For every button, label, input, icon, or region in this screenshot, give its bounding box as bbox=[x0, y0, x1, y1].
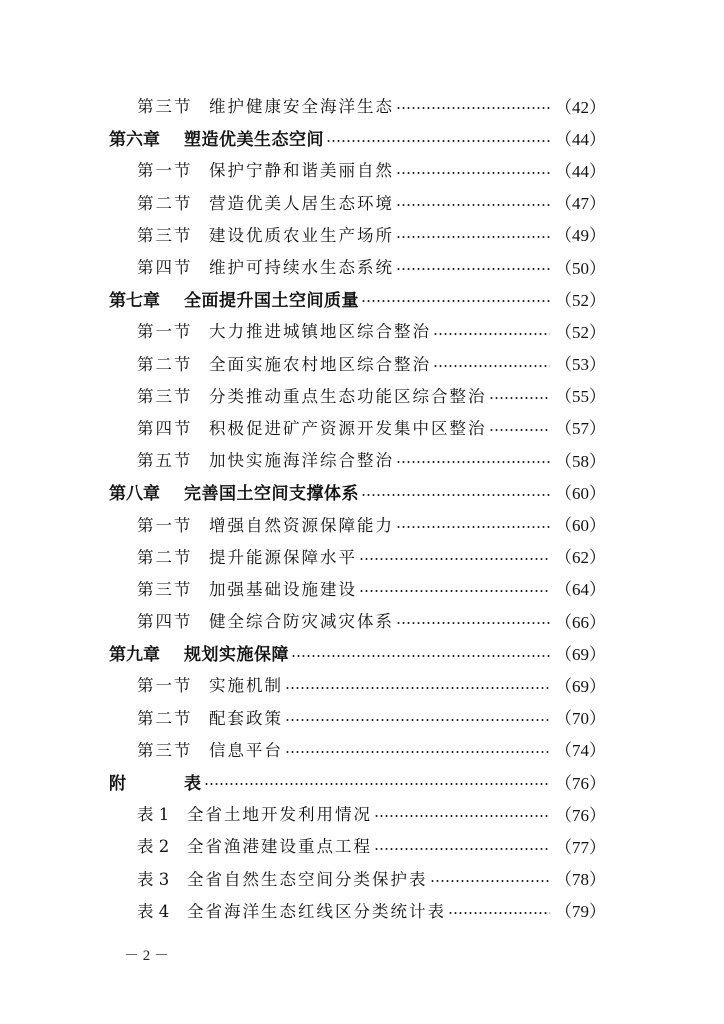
toc-entry-number: 第一节 bbox=[137, 322, 193, 342]
toc-entry-page: （69） bbox=[551, 636, 606, 668]
toc-entry-number: 第三节 bbox=[137, 97, 193, 117]
toc-entry-title: 加强基础设施建设 bbox=[209, 579, 357, 599]
toc-leader-dots bbox=[285, 708, 550, 725]
toc-entry-page: （58） bbox=[551, 443, 606, 475]
toc-entry-title: 塑造优美生态空间 bbox=[184, 129, 324, 150]
toc-entry-title: 健全综合防灾减灾体系 bbox=[209, 612, 394, 632]
toc-entry-title: 全省海洋生态红线区分类统计表 bbox=[187, 901, 446, 921]
toc-entry-number: 第二节 bbox=[137, 354, 193, 374]
toc-entry-number: 第三节 bbox=[137, 740, 193, 760]
toc-section-entry[interactable] bbox=[0, 733, 724, 765]
toc-entry-title: 全面实施农村地区综合整治 bbox=[209, 354, 431, 374]
toc-entry-number: 第六章 bbox=[109, 129, 160, 150]
toc-entry-page: （57） bbox=[551, 411, 606, 443]
toc-leader-dots bbox=[285, 676, 550, 693]
toc-entry-page: （52） bbox=[551, 314, 606, 346]
toc-entry-title: 配套政策 bbox=[209, 708, 283, 728]
toc-leader-dots bbox=[326, 129, 550, 146]
toc-leader-dots bbox=[291, 644, 550, 661]
toc-leader-dots bbox=[359, 547, 550, 564]
toc-section-entry[interactable] bbox=[0, 347, 724, 379]
toc-section-entry[interactable] bbox=[0, 604, 724, 636]
toc-entry-title: 维护可持续水生态系统 bbox=[209, 258, 394, 278]
toc-entry-number: 表 1 bbox=[137, 805, 170, 825]
toc-table-entry[interactable] bbox=[0, 894, 724, 926]
toc-leader-dots bbox=[396, 612, 550, 629]
toc-section-entry[interactable] bbox=[0, 314, 724, 346]
toc-entry-title: 表 bbox=[184, 773, 202, 794]
toc-entry-number: 第五节 bbox=[137, 451, 193, 471]
toc-entry-title: 营造优美人居生态环境 bbox=[209, 193, 394, 213]
toc-section-entry[interactable] bbox=[0, 572, 724, 604]
toc-leader-dots bbox=[204, 773, 551, 790]
toc-entry-page: （60） bbox=[551, 507, 606, 539]
toc-leader-dots bbox=[433, 322, 550, 339]
toc-leader-dots bbox=[396, 451, 550, 468]
toc-chapter-entry[interactable] bbox=[0, 765, 724, 797]
toc-entry-title: 实施机制 bbox=[209, 676, 283, 696]
toc-entry-number: 第一节 bbox=[137, 515, 193, 535]
toc-section-entry[interactable] bbox=[0, 540, 724, 572]
toc-entry-title: 全省土地开发利用情况 bbox=[187, 805, 372, 825]
toc-entry-number: 附 bbox=[109, 773, 126, 794]
toc-table-entry[interactable] bbox=[0, 862, 724, 894]
toc-chapter-entry[interactable] bbox=[0, 121, 724, 153]
toc-leader-dots bbox=[396, 97, 550, 114]
toc-entry-page: （62） bbox=[551, 540, 606, 572]
toc-entry-title: 增强自然资源保障能力 bbox=[209, 515, 394, 535]
page-number: － 2 － bbox=[124, 948, 170, 964]
toc-leader-dots bbox=[489, 419, 551, 436]
toc-entry-page: （52） bbox=[551, 282, 606, 314]
toc-entry-title: 全省渔港建设重点工程 bbox=[187, 837, 372, 857]
toc-leader-dots bbox=[448, 902, 550, 919]
toc-chapter-entry[interactable] bbox=[0, 282, 724, 314]
toc-leader-dots bbox=[361, 483, 550, 500]
toc-entry-page: （66） bbox=[551, 604, 606, 636]
toc-entry-title: 规划实施保障 bbox=[184, 644, 289, 665]
toc-section-entry[interactable] bbox=[0, 153, 724, 185]
toc-leader-dots bbox=[285, 741, 550, 758]
toc-leader-dots bbox=[430, 869, 551, 886]
toc-leader-dots bbox=[433, 354, 550, 371]
toc-entry-title: 加快实施海洋综合整治 bbox=[209, 451, 394, 471]
toc-entry-page: （79） bbox=[551, 894, 606, 926]
toc-section-entry[interactable] bbox=[0, 411, 724, 443]
toc-entry-page: （74） bbox=[551, 733, 606, 765]
toc-entry-number: 第二节 bbox=[137, 708, 193, 728]
toc-entry-number: 第二节 bbox=[137, 547, 193, 567]
toc-entry-page: （76） bbox=[551, 797, 606, 829]
toc-chapter-entry[interactable] bbox=[0, 636, 724, 668]
toc-section-entry[interactable] bbox=[0, 379, 724, 411]
toc-leader-dots bbox=[396, 193, 550, 210]
toc-entry-number: 第三节 bbox=[137, 225, 193, 245]
toc-entry-number: 表 2 bbox=[137, 837, 170, 857]
toc-entry-title: 全省自然生态空间分类保护表 bbox=[187, 869, 428, 889]
toc-entry-number: 第四节 bbox=[137, 612, 193, 632]
toc-chapter-entry[interactable] bbox=[0, 475, 724, 507]
toc-table-entry[interactable] bbox=[0, 797, 724, 829]
toc-entry-number: 第三节 bbox=[137, 386, 193, 406]
toc-entry-page: （77） bbox=[551, 829, 606, 861]
toc-entry-page: （76） bbox=[551, 765, 606, 797]
toc-section-entry[interactable] bbox=[0, 701, 724, 733]
toc-entry-page: （44） bbox=[551, 153, 606, 185]
toc-entry-title: 分类推动重点生态功能区综合整治 bbox=[209, 386, 487, 406]
toc-entry-page: （69） bbox=[551, 668, 606, 700]
toc-entry-page: （49） bbox=[551, 218, 606, 250]
toc-section-entry[interactable] bbox=[0, 443, 724, 475]
toc-entry-title: 保护宁静和谐美丽自然 bbox=[209, 161, 394, 181]
toc-leader-dots bbox=[361, 290, 550, 307]
toc-leader-dots bbox=[396, 161, 550, 178]
toc-leader-dots bbox=[374, 837, 550, 854]
toc-entry-number: 表 4 bbox=[137, 901, 170, 921]
toc-section-entry[interactable] bbox=[0, 250, 724, 282]
toc-entry-page: （64） bbox=[551, 572, 606, 604]
toc-entry-title: 提升能源保障水平 bbox=[209, 547, 357, 567]
toc-entry-number: 第一节 bbox=[137, 676, 193, 696]
toc-entry-title: 维护健康安全海洋生态 bbox=[209, 97, 394, 117]
toc-entry-page: （60） bbox=[551, 475, 606, 507]
toc-section-entry[interactable] bbox=[0, 218, 724, 250]
toc-entry-number: 表 3 bbox=[137, 869, 170, 889]
toc-entry-number: 第七章 bbox=[109, 290, 160, 311]
toc-entry-page: （55） bbox=[551, 379, 606, 411]
toc-entry-page: （42） bbox=[551, 89, 606, 121]
toc-entry-number: 第三节 bbox=[137, 579, 193, 599]
toc-entry-number: 第八章 bbox=[109, 483, 160, 504]
toc-entry-page: （47） bbox=[551, 186, 606, 218]
toc-leader-dots bbox=[396, 258, 550, 275]
toc-entry-title: 全面提升国土空间质量 bbox=[184, 290, 359, 311]
toc-entry-title: 大力推进城镇地区综合整治 bbox=[209, 322, 431, 342]
toc-entry-number: 第四节 bbox=[137, 418, 193, 438]
toc-leader-dots bbox=[396, 515, 550, 532]
toc-entry-title: 建设优质农业生产场所 bbox=[209, 225, 394, 245]
toc-section-entry[interactable] bbox=[0, 89, 724, 121]
toc-entry-page: （50） bbox=[551, 250, 606, 282]
toc-section-entry[interactable] bbox=[0, 507, 724, 539]
toc-entry-title: 完善国土空间支撑体系 bbox=[184, 483, 359, 504]
toc-section-entry[interactable] bbox=[0, 668, 724, 700]
toc-entry-number: 第四节 bbox=[137, 258, 193, 278]
toc-entry-page: （78） bbox=[551, 862, 606, 894]
toc-entry-number: 第二节 bbox=[137, 193, 193, 213]
toc-leader-dots bbox=[489, 387, 551, 404]
toc-entry-number: 第九章 bbox=[109, 644, 160, 665]
toc-entry-number: 第一节 bbox=[137, 161, 193, 181]
toc-leader-dots bbox=[374, 805, 550, 822]
toc-entry-page: （70） bbox=[551, 701, 606, 733]
toc-table-entry[interactable] bbox=[0, 829, 724, 861]
toc-entry-page: （53） bbox=[551, 347, 606, 379]
toc-entry-page: （44） bbox=[551, 121, 606, 153]
toc-leader-dots bbox=[359, 580, 550, 597]
toc-leader-dots bbox=[396, 226, 550, 243]
toc-section-entry[interactable] bbox=[0, 186, 724, 218]
table-of-contents bbox=[0, 89, 724, 926]
toc-entry-title: 信息平台 bbox=[209, 740, 283, 760]
toc-entry-title: 积极促进矿产资源开发集中区整治 bbox=[209, 418, 487, 438]
